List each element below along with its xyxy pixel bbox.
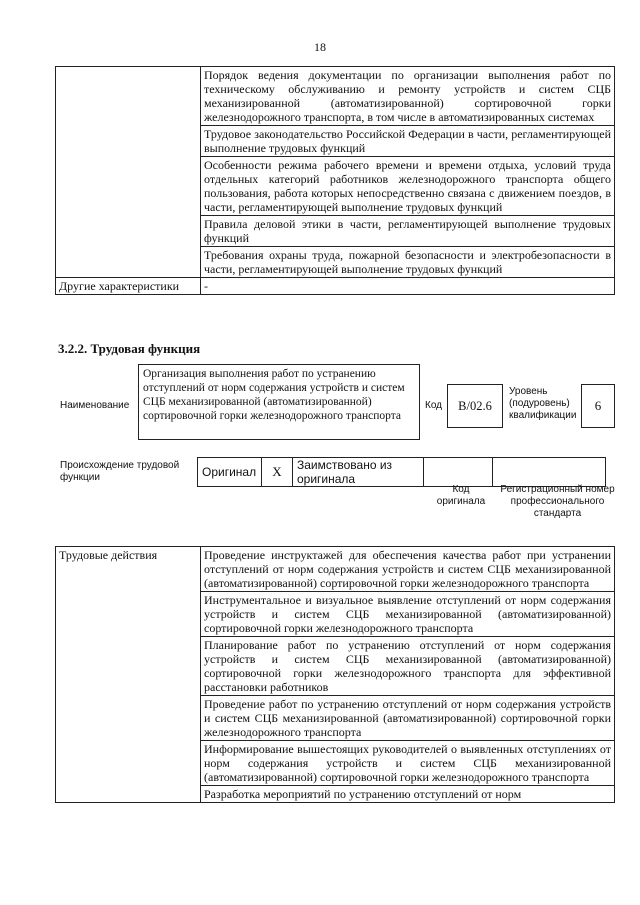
other-characteristics-label: Другие характеристики <box>56 278 201 295</box>
reg-number-cell <box>493 458 606 487</box>
table-row <box>56 278 615 295</box>
level-label: Уровень (подуровень) квалификации <box>509 386 577 421</box>
table-cell: Требования охраны труда, пожарной безопасности и электробезопасности в части, регламентирующей выполнение трудовых функций <box>201 247 615 278</box>
borrowed-label: Заимствовано из оригинала <box>293 458 424 487</box>
table-row <box>56 547 615 592</box>
level-value: 6 <box>581 384 615 428</box>
actions-label: Трудовые действия <box>56 547 201 803</box>
table-left-cell <box>56 67 201 278</box>
table-cell: Информирование вышестоящих руководителей о выявленных отступлениях от норм содержания устройств и систем СЦБ механизированной (автоматизированной) сортировочной горки железнодорожного транспорта <box>201 741 615 786</box>
table-cell: Особенности режима рабочего времени и времени отдыха, условий труда отдельных категорий работников железнодорожного транспорта общего пользования, работа которых непосредственно связана с движением поездов, в части, регламентирующей выполнение трудовых функций <box>201 157 615 216</box>
table-cell: Инструментальное и визуальное выявление отступлений от норм содержания устройств и систем СЦБ механизированной (автоматизированной) сортировочной горки железнодорожного транспорта <box>201 592 615 637</box>
section-heading: 3.2.2. Трудовая функция <box>58 341 201 356</box>
table-cell: Правила деловой этики в части, регламентирующей выполнение трудовых функций <box>201 216 615 247</box>
code-label: Код <box>425 400 443 411</box>
table-row <box>198 458 606 487</box>
table-cell: Порядок ведения документации по организации выполнения работ по техническому обслуживанию и ремонту устройств и систем СЦБ механизированной (автоматизированной) сортировочной горки железнодорожного транспорта, в том числе в автоматизированных системах <box>201 67 615 126</box>
reg-number-label: Регистрационный номер профессионального стандарта <box>500 484 615 519</box>
name-label: Наименование <box>60 400 130 411</box>
table-cell: Трудовое законодательство Российской Федерации в части, регламентирующей выполнение трудовых функций <box>201 126 615 157</box>
table-cell: Проведение работ по устранению отступлений от норм содержания устройств и систем СЦБ механизированной (автоматизированной) сортировочной горки железнодорожного транспорта <box>201 696 615 741</box>
original-mark: X <box>262 458 293 487</box>
table-cell: Планирование работ по устранению отступлений от норм содержания устройств и систем СЦБ механизированной (автоматизированной) сортировочной горки железнодорожного транспорта для эффективной расстановки работников <box>201 637 615 696</box>
actions-table <box>55 546 615 803</box>
table-cell: Проведение инструктажей для обеспечения качества работ при устранении отступлений от норм содержания устройств и систем СЦБ механизированной (автоматизированной) сортировочной горки железнодорожного транспорта <box>201 547 615 592</box>
origin-table <box>197 457 606 487</box>
original-label: Оригинал <box>198 458 262 487</box>
origin-label: Происхождение трудовой функции <box>60 460 180 483</box>
code-original-cell <box>424 458 493 487</box>
knowledge-table <box>55 66 615 295</box>
function-name-box: Организация выполнения работ по устранению отступлений от норм содержания устройств и систем СЦБ механизированной (автоматизированной) сортировочной горки железнодорожного транспорта <box>138 364 420 440</box>
page-number: 18 <box>314 40 326 54</box>
other-characteristics-value: - <box>201 278 615 295</box>
table-cell: Разработка мероприятий по устранению отступлений от норм <box>201 786 615 803</box>
code-value: B/02.6 <box>447 384 503 428</box>
table-row <box>56 67 615 126</box>
code-original-label: Код оригинала <box>436 484 486 507</box>
